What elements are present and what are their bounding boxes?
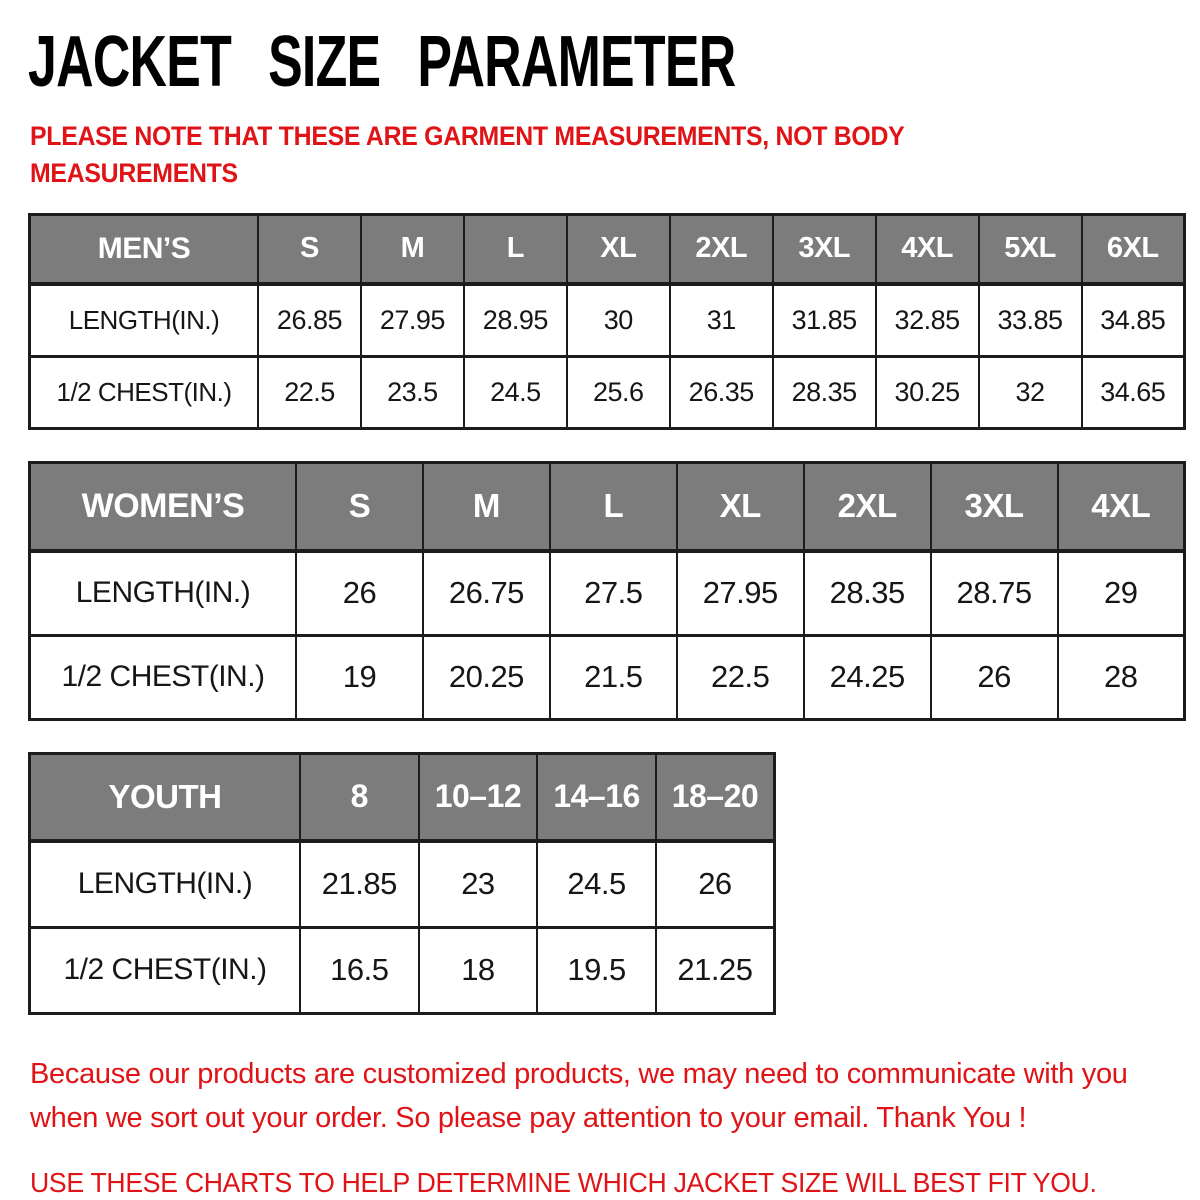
measurement-row <box>30 635 1185 719</box>
measurement-value-cell: 30.25 <box>876 356 979 428</box>
measurement-value-cell: 31 <box>670 284 773 356</box>
group-name-cell-mens: MEN’S <box>30 214 259 284</box>
measurement-value-cell: 23 <box>419 841 538 927</box>
size-header-row <box>30 462 1185 551</box>
measurement-label-cell: LENGTH(IN.) <box>30 841 301 927</box>
garment-measurement-note: PLEASE NOTE THAT THESE ARE GARMENT MEASUREMENTS, NOT BODY MEASUREMENTS <box>30 121 904 189</box>
measurement-value-cell: 28.75 <box>931 551 1058 635</box>
measurement-value-cell: 34.85 <box>1082 284 1185 356</box>
size-header-cell: 5XL <box>979 214 1082 284</box>
measurement-value-cell: 24.25 <box>804 635 931 719</box>
measurement-row <box>30 927 775 1013</box>
size-header-cell: L <box>550 462 677 551</box>
measurement-value-cell: 22.5 <box>258 356 361 428</box>
measurement-value-cell: 26.85 <box>258 284 361 356</box>
size-header-cell: XL <box>677 462 804 551</box>
measurement-value-cell: 28.95 <box>464 284 567 356</box>
size-header-row <box>30 753 775 841</box>
measurement-value-cell: 24.5 <box>537 841 656 927</box>
measurement-value-cell: 27.5 <box>550 551 677 635</box>
size-header-cell: 2XL <box>670 214 773 284</box>
measurement-value-cell: 26 <box>296 551 423 635</box>
size-header-cell: 14–16 <box>537 753 656 841</box>
measurement-value-cell: 19.5 <box>537 927 656 1013</box>
size-header-cell: 10–12 <box>419 753 538 841</box>
measurement-row <box>30 284 1185 356</box>
page-title: JACKET SIZE PARAMETER <box>28 22 736 102</box>
group-name-cell-youth: YOUTH <box>30 753 301 841</box>
measurement-value-cell: 26.35 <box>670 356 773 428</box>
measurement-value-cell: 28 <box>1058 635 1185 719</box>
measurement-value-cell: 26 <box>931 635 1058 719</box>
size-header-cell: S <box>258 214 361 284</box>
measurement-value-cell: 32 <box>979 356 1082 428</box>
size-header-cell: 3XL <box>773 214 876 284</box>
size-table-womens <box>28 461 1186 721</box>
measurement-value-cell: 34.65 <box>1082 356 1185 428</box>
measurement-label-cell: 1/2 CHEST(IN.) <box>30 927 301 1013</box>
size-header-cell: 8 <box>300 753 419 841</box>
measurement-value-cell: 28.35 <box>773 356 876 428</box>
size-header-cell: 18–20 <box>656 753 775 841</box>
size-header-cell: S <box>296 462 423 551</box>
measurement-value-cell: 21.5 <box>550 635 677 719</box>
communication-note: Because our products are customized products, we may need to communicate with you when we sort out your order. So please pay attention to your email. Thank You ! <box>30 1057 1128 1134</box>
size-header-cell: XL <box>567 214 670 284</box>
measurement-value-cell: 26 <box>656 841 775 927</box>
size-table-youth <box>28 752 776 1015</box>
group-name-cell-womens: WOMEN’S <box>30 462 297 551</box>
measurement-value-cell: 29 <box>1058 551 1185 635</box>
measurement-row <box>30 841 775 927</box>
size-header-cell: 2XL <box>804 462 931 551</box>
measurement-value-cell: 32.85 <box>876 284 979 356</box>
measurement-value-cell: 16.5 <box>300 927 419 1013</box>
measurement-label-cell: 1/2 CHEST(IN.) <box>30 635 297 719</box>
measurement-value-cell: 33.85 <box>979 284 1082 356</box>
size-tables-container <box>28 213 1200 1015</box>
measurement-row <box>30 356 1185 428</box>
measurement-label-cell: 1/2 CHEST(IN.) <box>30 356 259 428</box>
measurement-row <box>30 551 1185 635</box>
size-header-cell: 4XL <box>876 214 979 284</box>
measurement-value-cell: 27.95 <box>361 284 464 356</box>
measurement-value-cell: 21.85 <box>300 841 419 927</box>
measurement-label-cell: LENGTH(IN.) <box>30 284 259 356</box>
size-header-cell: 6XL <box>1082 214 1185 284</box>
size-header-cell: M <box>361 214 464 284</box>
measurement-value-cell: 26.75 <box>423 551 550 635</box>
measurement-value-cell: 28.35 <box>804 551 931 635</box>
size-header-cell: 3XL <box>931 462 1058 551</box>
measurement-value-cell: 21.25 <box>656 927 775 1013</box>
size-header-cell: M <box>423 462 550 551</box>
size-header-cell: L <box>464 214 567 284</box>
measurement-value-cell: 27.95 <box>677 551 804 635</box>
size-table-mens <box>28 213 1186 430</box>
usage-note: USE THESE CHARTS TO HELP DETERMINE WHICH JACKET SIZE WILL BEST FIT YOU. <box>30 1166 1097 1198</box>
measurement-value-cell: 20.25 <box>423 635 550 719</box>
measurement-value-cell: 30 <box>567 284 670 356</box>
measurement-value-cell: 31.85 <box>773 284 876 356</box>
measurement-value-cell: 24.5 <box>464 356 567 428</box>
measurement-label-cell: LENGTH(IN.) <box>30 551 297 635</box>
size-header-cell: 4XL <box>1058 462 1185 551</box>
measurement-value-cell: 25.6 <box>567 356 670 428</box>
measurement-value-cell: 19 <box>296 635 423 719</box>
size-header-row <box>30 214 1185 284</box>
measurement-value-cell: 18 <box>419 927 538 1013</box>
measurement-value-cell: 22.5 <box>677 635 804 719</box>
measurement-value-cell: 23.5 <box>361 356 464 428</box>
